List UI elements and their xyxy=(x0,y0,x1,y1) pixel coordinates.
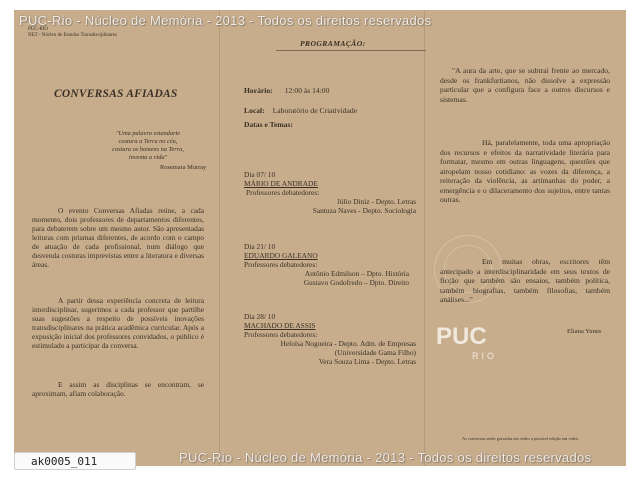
debaters-label: Professores debatedores: xyxy=(246,188,320,197)
quote-paragraph-1: "A aura da arte, que se subtrai frente ao mercado, desde os frankfurtianos, não dissolve a expressão particular que a configura face a outros discursos e sistemas. xyxy=(440,66,610,104)
schedule-label: Horário: xyxy=(244,86,273,95)
fold-line-left xyxy=(219,10,220,466)
fold-line-right xyxy=(424,10,425,466)
debaters-label: Professores debatedores: xyxy=(244,260,318,269)
event-title: CONVERSAS AFIADAS xyxy=(54,88,178,100)
session-date: Dia 28/ 10 xyxy=(244,312,276,321)
session-author: EDUARDO GALEANO xyxy=(244,251,318,260)
epigraph-author: Rosemara Murray xyxy=(160,164,207,171)
quote-paragraph-2: Há, paralelamente, toda uma apropriação dos recursos e efeitos da narratividade literária para formatar, mesmo em outras linguagens, questões que atropelam nosso cotidiano: as vozes da diferença, a reiteração da violência, as artimanhas do poder, a emergência e o dilaceramento dos sujeitos, entre tantas outras. xyxy=(440,138,610,204)
method-paragraph: A partir dessa experiência concreta de leitura interdisciplinar, sugerimos a cada professor que partilhe suas sugestões a respeito de possíveis inovações transdisciplinares na prática acadêmica curricular. Após a exposição inicial dos professores convidados, o público é estimulado a participar da conversa. xyxy=(32,296,204,350)
program-heading: PROGRAMAÇÃO: xyxy=(300,39,366,48)
leaflet-sheet xyxy=(14,10,626,466)
watermark-top: PUC-Rio - Núcleo de Memória - 2013 - Todos os direitos reservados xyxy=(19,13,432,28)
debaters-label: Professores debatedores: xyxy=(244,330,318,339)
session-3 xyxy=(244,312,416,366)
debater: Gustavo Godofredo – Dpto. Direito xyxy=(303,278,409,287)
closing-paragraph: E assim as disciplinas se encontram, se aproximam, afiam colaboração. xyxy=(32,380,204,398)
video-footnote: As conversas serão gravadas em vídeo a possível edição em vídeo. xyxy=(462,436,580,441)
watermark-bottom: PUC-Rio - Núcleo de Memória - 2013 - Todos os direitos reservados xyxy=(179,450,592,465)
header-institution: PUC-RIO xyxy=(28,27,49,32)
epigraph-line: costura a Terra no céu, xyxy=(118,138,178,145)
session-author: MACHADO DE ASSIS xyxy=(244,321,316,330)
header-nucleus: NET - Núcleo de Estudos Transdisciplinares xyxy=(28,33,117,38)
epigraph-line: "Uma palavra estandarte xyxy=(115,130,181,137)
epigraph xyxy=(92,130,204,162)
debater: Vera Souza Lima - Depto. Letras xyxy=(318,357,416,366)
schedule-row xyxy=(244,80,329,98)
location-value: Laboratório de Criatividade xyxy=(272,106,358,115)
dates-label: Datas e Temas: xyxy=(244,120,293,129)
session-date: Dia 07/ 10 xyxy=(244,170,276,179)
debater: Heloísa Nogueira - Depto. Adm. de Empresas xyxy=(280,339,416,348)
image-id-tag: ak0005_011 xyxy=(14,452,136,470)
debater: (Universidade Gama Filho) xyxy=(334,348,416,357)
debater: Júlio Diniz - Depto. Letras xyxy=(336,197,416,206)
intro-paragraph: O evento Conversas Afiadas reúne, a cada momento, dois professores de departamentos diferentes, para debaterem sobre um mesmo autor. São apresentadas leituras com prismas diferentes, de acordo com o campo de atuação de cada profissional, num diálogo que desvenda costuras imprevistas entre a literatura e diversas áreas. xyxy=(32,206,204,269)
quote-author: Eliana Yunes xyxy=(567,328,602,335)
session-date: Dia 21/ 10 xyxy=(244,242,276,251)
debater: Antônio Edmilson – Dpto. História xyxy=(304,269,409,278)
epigraph-line: costura os homens na Terra, xyxy=(112,146,184,153)
location-label: Local: xyxy=(244,106,265,115)
heading-underline xyxy=(276,50,426,51)
session-2 xyxy=(244,242,409,287)
puc-logo: PUC xyxy=(436,323,487,350)
debater: Santuza Naves - Depto. Sociologia xyxy=(312,206,416,215)
rio-logo: RIO xyxy=(472,351,498,361)
quote-paragraph-3: Em muitas obras, escritores têm antecipado a interdisciplinaridade em seus textos de ficção que também são ensaios, também política, também biografias, também filosofias, também análises..." xyxy=(440,257,610,304)
session-1 xyxy=(244,170,416,215)
location-row xyxy=(244,100,357,118)
session-author: MÁRIO DE ANDRADE xyxy=(244,179,318,188)
epigraph-line: inventa a vida" xyxy=(128,154,168,161)
schedule-value: 12:00 às 14:00 xyxy=(284,86,330,95)
